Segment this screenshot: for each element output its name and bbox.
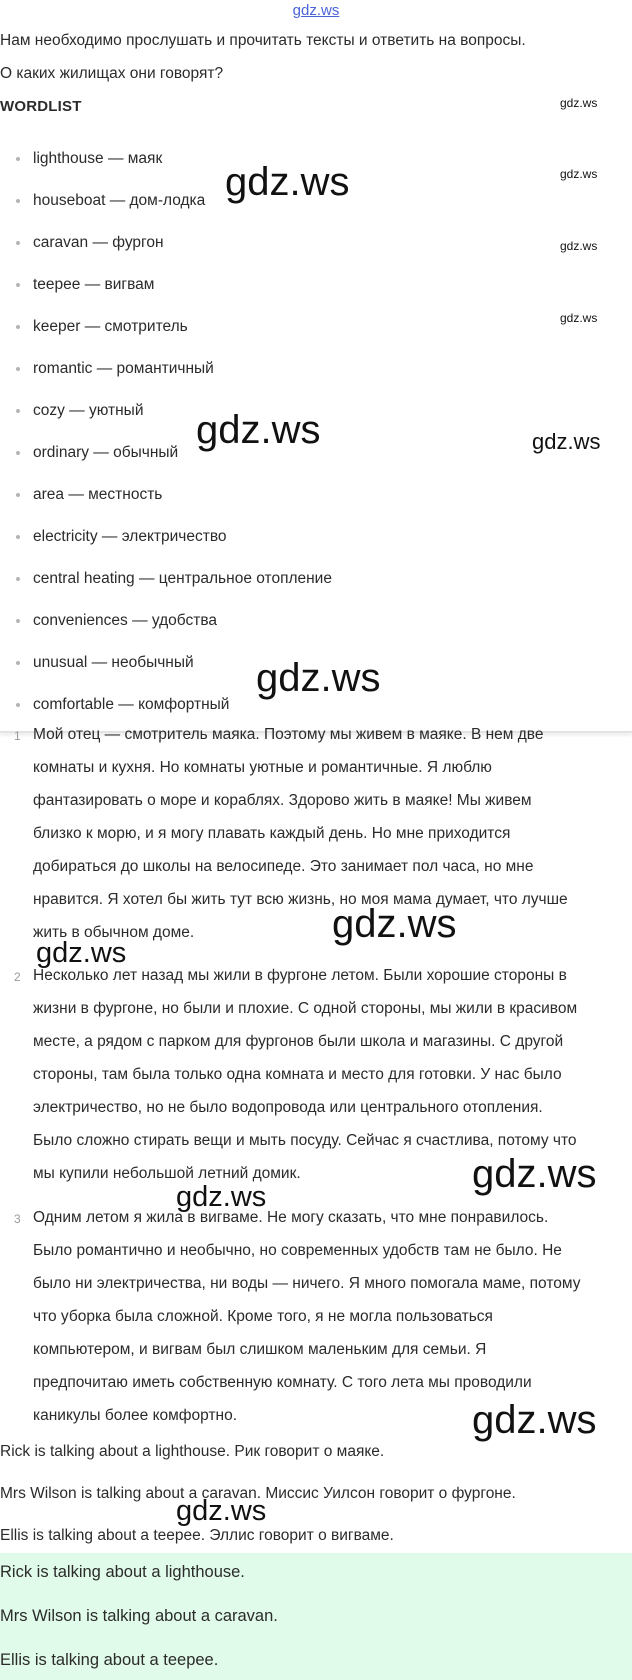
paragraph-line: жизни в фургоне, но были и плохие. С одной стороны, мы жили в красивом — [33, 1000, 578, 1017]
paragraph-line: компьютером, и вигвам был слишком маленьким для семьи. Я — [33, 1341, 487, 1358]
paragraph-line: жить в обычном доме. — [33, 924, 195, 941]
wordlist-item: caravan — фургон — [0, 222, 632, 264]
paragraph-line: близко к морю, и я могу плавать каждый день. Но мне приходится — [33, 825, 511, 842]
paragraph-line: было ни электричества, ни воды — ничего. Я много помогала маме, потому — [33, 1275, 581, 1292]
watermark: gdz.ws — [176, 1181, 267, 1213]
bullet-icon — [16, 409, 20, 413]
wordlist-item: houseboat — дом-лодка — [0, 180, 632, 222]
paragraph-line: Несколько лет назад мы жили в фургоне летом. Были хорошие стороны в — [33, 967, 567, 984]
paragraph-line: добираться до школы на велосипеде. Это занимает пол часа, но мне — [33, 858, 534, 875]
paragraph-line: Мой отец — смотритель маяка. Поэтому мы живем в маяке. В нем две — [33, 726, 544, 743]
watermark: gdz.ws — [472, 1152, 597, 1196]
task-instruction: Нам необходимо прослушать и прочитать тексты и ответить на вопросы. — [0, 32, 526, 49]
watermark: gdz.ws — [176, 1495, 267, 1527]
bullet-icon — [16, 157, 20, 161]
bullet-icon — [16, 241, 20, 245]
wordlist-heading: WORDLIST — [0, 98, 82, 115]
bullet-icon — [16, 535, 20, 539]
wordlist-item: ordinary — обычный — [0, 432, 632, 474]
bullet-icon — [16, 199, 20, 203]
answer-translated: Ellis is talking about a teepee. Эллис говорит о вигваме. — [0, 1527, 394, 1544]
paragraph-line: нравится. Я хотел бы жить тут всю жизнь, но моя мама думает, что лучше — [33, 891, 568, 908]
watermark: gdz.ws — [256, 656, 381, 700]
wordlist-item: cozy — уютный — [0, 390, 632, 432]
bullet-icon — [16, 283, 20, 287]
bullet-icon — [16, 619, 20, 623]
paragraph-line: каникулы более комфортно. — [33, 1407, 238, 1424]
watermark: gdz.ws — [560, 239, 598, 253]
watermark: gdz.ws — [532, 429, 601, 454]
wordlist-item: central heating — центральное отопление — [0, 558, 632, 600]
paragraph-number: 2 — [14, 970, 21, 984]
answer-translated: Mrs Wilson is talking about a caravan. Миссис Уилсон говорит о фургоне. — [0, 1485, 516, 1502]
bullet-icon — [16, 367, 20, 371]
wordlist-item: electricity — электричество — [0, 516, 632, 558]
site-logo-link[interactable]: gdz.ws — [292, 2, 340, 19]
wordlist-item: keeper — смотритель — [0, 306, 632, 348]
watermark: gdz.ws — [36, 937, 127, 969]
bullet-icon — [16, 577, 20, 581]
paragraph-line: месте, а рядом с парком для фургонов были школа и магазины. С другой — [33, 1033, 564, 1050]
bullet-icon — [16, 325, 20, 329]
watermark: gdz.ws — [560, 96, 598, 110]
answer-final: Rick is talking about a lighthouse. — [0, 1563, 245, 1581]
paragraph-line: стороны, там была только одна комната и место для готовки. У нас было — [33, 1066, 562, 1083]
paragraph-line: что уборка была сложной. Кроме того, я не могла пользоваться — [33, 1308, 493, 1325]
wordlist-item: area — местность — [0, 474, 632, 516]
wordlist-item: teepee — вигвам — [0, 264, 632, 306]
watermark: gdz.ws — [225, 160, 350, 204]
task-question: О каких жилищах они говорят? — [0, 65, 224, 82]
paragraph-line: Было сложно стирать вещи и мыть посуду. Сейчас я счастлива, потому что — [33, 1132, 577, 1149]
paragraph-line: Одним летом я жила в вигваме. Не могу сказать, что мне понравилось. — [33, 1209, 549, 1226]
wordlist-item: romantic — романтичный — [0, 348, 632, 390]
paragraph-number: 1 — [14, 729, 21, 743]
paragraph-line: предпочитаю иметь собственную комнату. С того лета мы проводили — [33, 1374, 532, 1391]
wordlist-item: conveniences — удобства — [0, 600, 632, 642]
paragraph-line: комнаты и кухня. Но комнаты уютные и романтичные. Я люблю — [33, 759, 492, 776]
paragraph-line: мы купили небольшой летний домик. — [33, 1165, 301, 1182]
watermark: gdz.ws — [560, 167, 598, 181]
bullet-icon — [16, 661, 20, 665]
answer-box — [0, 1553, 632, 1680]
watermark: gdz.ws — [332, 902, 457, 946]
bullet-icon — [16, 451, 20, 455]
paragraph-line: Было романтично и необычно, но современных удобств там не было. Не — [33, 1242, 562, 1259]
paragraph-line: электричество, но не было водопровода или центрального отопления. — [33, 1099, 543, 1116]
answer-final: Mrs Wilson is talking about a caravan. — [0, 1607, 278, 1625]
wordlist-item: unusual — необычный — [0, 642, 632, 684]
bullet-icon — [16, 493, 20, 497]
watermark: gdz.ws — [472, 1398, 597, 1442]
watermark: gdz.ws — [196, 408, 321, 452]
paragraph-line: фантазировать о море и кораблях. Здорово жить в маяке! Мы живем — [33, 792, 532, 809]
watermark: gdz.ws — [560, 311, 598, 325]
wordlist-item: lighthouse — маяк — [0, 138, 632, 180]
paragraph-number: 3 — [14, 1212, 21, 1226]
wordlist-item: comfortable — комфортный — [0, 684, 632, 726]
answer-final: Ellis is talking about a teepee. — [0, 1651, 219, 1669]
answer-translated: Rick is talking about a lighthouse. Рик говорит о маяке. — [0, 1443, 385, 1460]
bullet-icon — [16, 703, 20, 707]
